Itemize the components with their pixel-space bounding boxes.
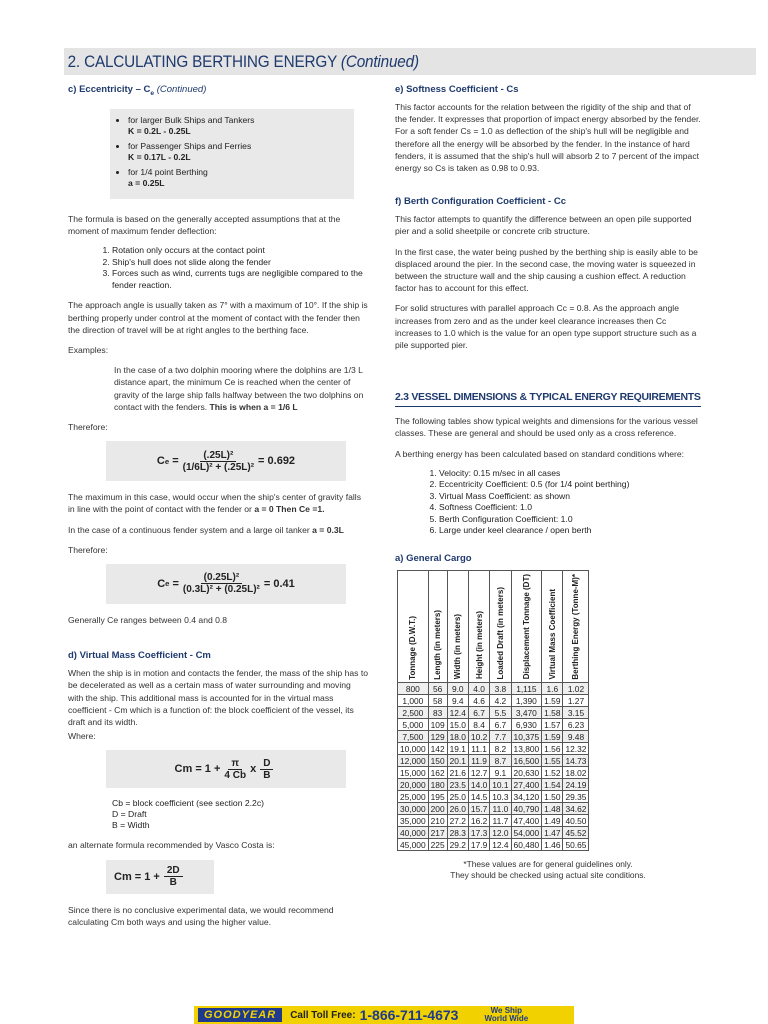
max-text: The maximum in this case, would occur when the ship's center of gravity falls in line with the point of contact with the fender or a = 0 Then Ce =1. xyxy=(68,492,361,515)
definitions xyxy=(112,798,368,831)
table-cell: 3,470 xyxy=(511,707,542,719)
table-cell: 11.9 xyxy=(468,755,489,767)
table-cell: 9.0 xyxy=(447,683,468,695)
condition-item: 2. Eccentricity Coefficient: 0.5 (for 1/4 point berthing) xyxy=(439,479,701,491)
table-cell: 12.0 xyxy=(490,827,511,839)
table-cell: 21.6 xyxy=(447,767,468,779)
table-cell: 1,390 xyxy=(511,695,542,707)
table-cell: 11.0 xyxy=(490,803,511,815)
table-cell: 7.7 xyxy=(490,731,511,743)
table-cell: 56 xyxy=(428,683,447,695)
table-header: Length (in meters) xyxy=(428,570,447,683)
table-cell: 27.2 xyxy=(447,815,468,827)
table-cell: 28.3 xyxy=(447,827,468,839)
general-cargo-heading: a) General Cargo xyxy=(395,552,472,564)
table-cell: 200 xyxy=(428,803,447,815)
table-cell: 45,000 xyxy=(398,839,429,851)
table-cell: 8.4 xyxy=(468,719,489,731)
table-cell: 1.27 xyxy=(563,695,589,707)
section-2-3-text2: A berthing energy has been calculated based on standard conditions where: xyxy=(395,448,685,459)
table-cell: 217 xyxy=(428,827,447,839)
condition-item: 6. Large under keel clearance / open berth xyxy=(439,525,701,537)
table-cell: 12.32 xyxy=(563,743,589,755)
alt-text: an alternate formula recommended by Vasco Costa is: xyxy=(68,840,275,851)
table-cell: 9.48 xyxy=(563,731,589,743)
table-cell: 6,930 xyxy=(511,719,542,731)
section-f-text3: For solid structures with parallel approach Cc = 0.8. As the approach angle increases from zero and as the under keel clearance increases then Cc increases to 1.0 which is the value for an open type support structure such as a pile supported pier. xyxy=(395,303,697,351)
table-cell: 1.59 xyxy=(542,731,563,743)
table-cell: 15,000 xyxy=(398,767,429,779)
table-row xyxy=(398,755,589,767)
table-cell: 23.5 xyxy=(447,779,468,791)
section-f-text2: In the first case, the water being pushed by the berthing ship is easily able to be displaced around the pier. In the second case, the moving water is squeezed in between the structure wall and the ship causing a cushion effect. A reduction factor has to account for this effect. xyxy=(395,246,698,294)
table-cell: 34,120 xyxy=(511,791,542,803)
section-e-heading: e) Softness Coefficient - Cs xyxy=(395,84,519,95)
assumption-item: 2. Ship's hull does not slide along the fender xyxy=(112,257,368,269)
condition-item: 5. Berth Configuration Coefficient: 1.0 xyxy=(439,514,701,526)
table-cell: 10.2 xyxy=(468,731,489,743)
table-cell: 12.7 xyxy=(468,767,489,779)
table-cell: 109 xyxy=(428,719,447,731)
table-cell: 1.55 xyxy=(542,755,563,767)
table-cell: 162 xyxy=(428,767,447,779)
table-cell: 1.54 xyxy=(542,779,563,791)
definition-item: Cb = block coefficient (see section 2.2c) xyxy=(112,798,264,809)
table-cell: 17.9 xyxy=(468,839,489,851)
table-cell: 1,115 xyxy=(511,683,542,695)
condition-item: 4. Softness Coefficient: 1.0 xyxy=(439,502,701,514)
table-cell: 25.0 xyxy=(447,791,468,803)
right-column xyxy=(395,84,701,881)
table-cell: 210 xyxy=(428,815,447,827)
table-cell: 83 xyxy=(428,707,447,719)
table-cell: 14.0 xyxy=(468,779,489,791)
table-cell: 58 xyxy=(428,695,447,707)
cont-text: In the case of a continuous fender system and a large oil tanker a = 0.3L xyxy=(68,524,344,535)
table-cell: 10.3 xyxy=(490,791,511,803)
table-cell: 1.58 xyxy=(542,707,563,719)
table-cell: 10.1 xyxy=(490,779,511,791)
therefore1: Therefore: xyxy=(68,421,108,432)
table-header: Tonnage (D.W.T.) xyxy=(398,570,429,683)
section-f-text1: This factor attempts to quantify the difference between an open pile supported pier and a solid sheetpile or concrete crib structure. xyxy=(395,214,692,237)
formula-intro: The formula is based on the generally accepted assumptions that at the moment of maximum fender deflection: xyxy=(68,213,341,237)
bullet-item: • for 1/4 point Berthing a = 0.25L xyxy=(128,167,346,189)
table-cell: 3.15 xyxy=(563,707,589,719)
examples-label: Examples: xyxy=(68,344,109,355)
formula-ce-2: C e = $\frac{\text{(0.25L)²}}{\text{(0.3L)² + (0.25L)²}}$ = 0.41 xyxy=(106,564,346,604)
assumption-item: 3. Forces such as wind, currents tugs are negligible compared to the fender reaction. xyxy=(112,268,368,291)
table-cell: 1.56 xyxy=(542,743,563,755)
table-cell: 800 xyxy=(398,683,429,695)
general-cargo-table xyxy=(397,570,589,852)
table-cell: 11.7 xyxy=(490,815,511,827)
table-header: Loaded Draft (in meters) xyxy=(490,570,511,683)
toll-free-label: Call Toll Free: xyxy=(290,1009,356,1021)
table-row xyxy=(398,803,589,815)
definition-item: B = Width xyxy=(112,820,150,831)
table-cell: 6.7 xyxy=(490,719,511,731)
table-cell: 6.23 xyxy=(563,719,589,731)
table-header: Virtual Mass Coefficient xyxy=(542,570,563,683)
assumption-item: 1. Rotation only occurs at the contact point xyxy=(112,245,368,257)
table-cell: 18.0 xyxy=(447,731,468,743)
table-cell: 8.2 xyxy=(490,743,511,755)
table-cell: 1,000 xyxy=(398,695,429,707)
table-cell: 6.7 xyxy=(468,707,489,719)
formula-ce-1: C e = $\frac{\text{(.25L)²}}{\text{(1/6L)² + (.25L)²}}$ = 0.692 xyxy=(106,441,346,481)
table-cell: 26.0 xyxy=(447,803,468,815)
section-2-3-text1: The following tables show typical weights and dimensions for the various vessel classes. These are general and should be used only as a cross reference. xyxy=(395,416,698,439)
table-cell: 8.7 xyxy=(490,755,511,767)
table-cell: 1.49 xyxy=(542,815,563,827)
table-row xyxy=(398,767,589,779)
table-cell: 29.35 xyxy=(563,791,589,803)
table-row xyxy=(398,839,589,851)
condition-item: 3. Virtual Mass Coefficient: as shown xyxy=(439,491,701,503)
table-row xyxy=(398,695,589,707)
table-row xyxy=(398,731,589,743)
table-cell: 12.4 xyxy=(490,839,511,851)
assumptions-list xyxy=(112,245,368,291)
table-cell: 150 xyxy=(428,755,447,767)
table-cell: 60,480 xyxy=(511,839,542,851)
table-cell: 14.5 xyxy=(468,791,489,803)
condition-item: 1. Velocity: 0.15 m/sec in all cases xyxy=(439,468,701,480)
table-cell: 1.47 xyxy=(542,827,563,839)
table-cell: 17.3 xyxy=(468,827,489,839)
table-cell: 16.2 xyxy=(468,815,489,827)
table-cell: 4.6 xyxy=(468,695,489,707)
table-cell: 3.8 xyxy=(490,683,511,695)
table-cell: 142 xyxy=(428,743,447,755)
table-cell: 180 xyxy=(428,779,447,791)
section-d-text: When the ship is in motion and contacts the fender, the mass of the ship has to be decelerated as well as a certain mass of water surrounding and moving with the ship. This additional mass is accounted for in the virtual mass coefficient - Cm which is a function of: the block coefficient of the vessel, its draft and its width. xyxy=(68,668,369,727)
table-cell: 20,000 xyxy=(398,779,429,791)
table-cell: 11.1 xyxy=(468,743,489,755)
table-row xyxy=(398,683,589,695)
table-cell: 5.5 xyxy=(490,707,511,719)
table-cell: 10,375 xyxy=(511,731,542,743)
table-cell: 15.7 xyxy=(468,803,489,815)
section-f-heading: f) Berth Configuration Coefficient - Cc xyxy=(395,196,566,208)
section-c-heading: c) Eccentricity – $C_e$ (Continued) xyxy=(68,84,207,97)
table-cell: 45.52 xyxy=(563,827,589,839)
table-cell: 4.2 xyxy=(490,695,511,707)
table-cell: 1.6 xyxy=(542,683,563,695)
example1: In the case of a two dolphin mooring where the dolphins are 1/3 L distance apart, the minimum Ce is reached when the center of gravity of the large ship falls halfway between the two dolphins on contact with the fenders. This is when a = 1/6 L xyxy=(114,365,364,412)
table-cell: 14.73 xyxy=(563,755,589,767)
section-e-text: This factor accounts for the relation between the rigidity of the ship and that of the fender. It expresses that proportion of impact energy absorbed by the fender. For a soft fender Cs = 1.0 as deflection of the ship's hull will be negligible and therefore all the energy will be absorbed by the fender. In the instance of hard fenders, it is assumed that the ship's hull will absorb 2 to 7 percent of the impact energy so Cs is taken as 0.98 to 0.93. xyxy=(395,102,701,174)
table-cell: 40,790 xyxy=(511,803,542,815)
where-label: Where: xyxy=(68,731,96,742)
conditions-list xyxy=(439,468,701,537)
table-cell: 12.4 xyxy=(447,707,468,719)
table-cell: 1.57 xyxy=(542,719,563,731)
table-cell: 18.02 xyxy=(563,767,589,779)
table-cell: 15.0 xyxy=(447,719,468,731)
phone-number[interactable]: 1-866-711-4673 xyxy=(359,1007,459,1023)
table-row xyxy=(398,707,589,719)
title-bar xyxy=(64,48,756,75)
table-cell: 9.4 xyxy=(447,695,468,707)
table-header: Displacement Tonnage (DT) xyxy=(511,570,542,683)
table-cell: 7,500 xyxy=(398,731,429,743)
table-cell: 1.50 xyxy=(542,791,563,803)
table-row xyxy=(398,827,589,839)
bullet-item: • for larger Bulk Ships and Tankers K = 0.2L - 0.25L xyxy=(128,115,346,137)
table-cell: 19.1 xyxy=(447,743,468,755)
table-cell: 40,000 xyxy=(398,827,429,839)
table-cell: 24.19 xyxy=(563,779,589,791)
definition-item: D = Draft xyxy=(112,809,147,820)
table-cell: 2,500 xyxy=(398,707,429,719)
table-cell: 5,000 xyxy=(398,719,429,731)
table-cell: 29.2 xyxy=(447,839,468,851)
table-header: Berthing Energy (Tonne-M)* xyxy=(563,570,589,683)
table-note: *These values are for general guidelines only. They should be checked using actual site conditions. xyxy=(450,859,646,881)
table-cell: 47,400 xyxy=(511,815,542,827)
table-cell: 20.1 xyxy=(447,755,468,767)
page-title: 2. CALCULATING BERTHING ENERGY (Continued) xyxy=(67,52,419,71)
table-cell: 34.62 xyxy=(563,803,589,815)
table-header: Width (in meters) xyxy=(447,570,468,683)
table-cell: 1.02 xyxy=(563,683,589,695)
table-header: Height (in meters) xyxy=(468,570,489,683)
bullet-box xyxy=(110,109,354,199)
footer-banner xyxy=(194,1006,574,1024)
table-cell: 25,000 xyxy=(398,791,429,803)
table-cell: 13,800 xyxy=(511,743,542,755)
table-cell: 1.46 xyxy=(542,839,563,851)
table-row xyxy=(398,791,589,803)
left-column xyxy=(68,84,368,936)
therefore2: Therefore: xyxy=(68,544,108,555)
bullet-item: • for Passenger Ships and Ferries K = 0.17L - 0.2L xyxy=(128,141,346,163)
table-row xyxy=(398,719,589,731)
table-cell: 54,000 xyxy=(511,827,542,839)
table-cell: 27,400 xyxy=(511,779,542,791)
table-cell: 12,000 xyxy=(398,755,429,767)
table-cell: 50.65 xyxy=(563,839,589,851)
table-cell: 20,630 xyxy=(511,767,542,779)
table-cell: 1.48 xyxy=(542,803,563,815)
table-cell: 195 xyxy=(428,791,447,803)
ce-range: Generally Ce ranges between 0.4 and 0.8 xyxy=(68,614,228,625)
section-2-3-heading: 2.3 VESSEL DIMENSIONS & TYPICAL ENERGY REQUIREMENTS xyxy=(395,391,701,407)
table-cell: 30,000 xyxy=(398,803,429,815)
approach-text: The approach angle is usually taken as 7° with a maximum of 10°. If the ship is berthing properly under control at the moment of contact with the fender then the direction of travel will be at right angles to the berthing face. xyxy=(68,300,368,335)
formula-cm-2: Cm = 1 + $\frac{2D}{B}$ xyxy=(106,860,214,894)
table-cell: 1.59 xyxy=(542,695,563,707)
table-cell: 1.52 xyxy=(542,767,563,779)
table-cell: 35,000 xyxy=(398,815,429,827)
formula-cm-1: Cm = 1 + $\frac{\pi}{4 Cb}$ x $\frac{D}{B}$ xyxy=(106,750,346,788)
table-cell: 4.0 xyxy=(468,683,489,695)
table-cell: 16,500 xyxy=(511,755,542,767)
since-text: Since there is no conclusive experimental data, we would recommend calculating Cm both ways and using the higher value. xyxy=(68,904,334,927)
table-row xyxy=(398,743,589,755)
table-cell: 10,000 xyxy=(398,743,429,755)
section-d-heading: d) Virtual Mass Coefficient - Cm xyxy=(68,650,211,662)
table-row xyxy=(398,779,589,791)
table-cell: 40.50 xyxy=(563,815,589,827)
table-cell: 129 xyxy=(428,731,447,743)
ship-worldwide: We Ship World Wide xyxy=(484,1006,529,1023)
goodyear-logo: GOODYEAR xyxy=(198,1008,282,1022)
table-cell: 9.1 xyxy=(490,767,511,779)
table-row xyxy=(398,815,589,827)
table-cell: 225 xyxy=(428,839,447,851)
